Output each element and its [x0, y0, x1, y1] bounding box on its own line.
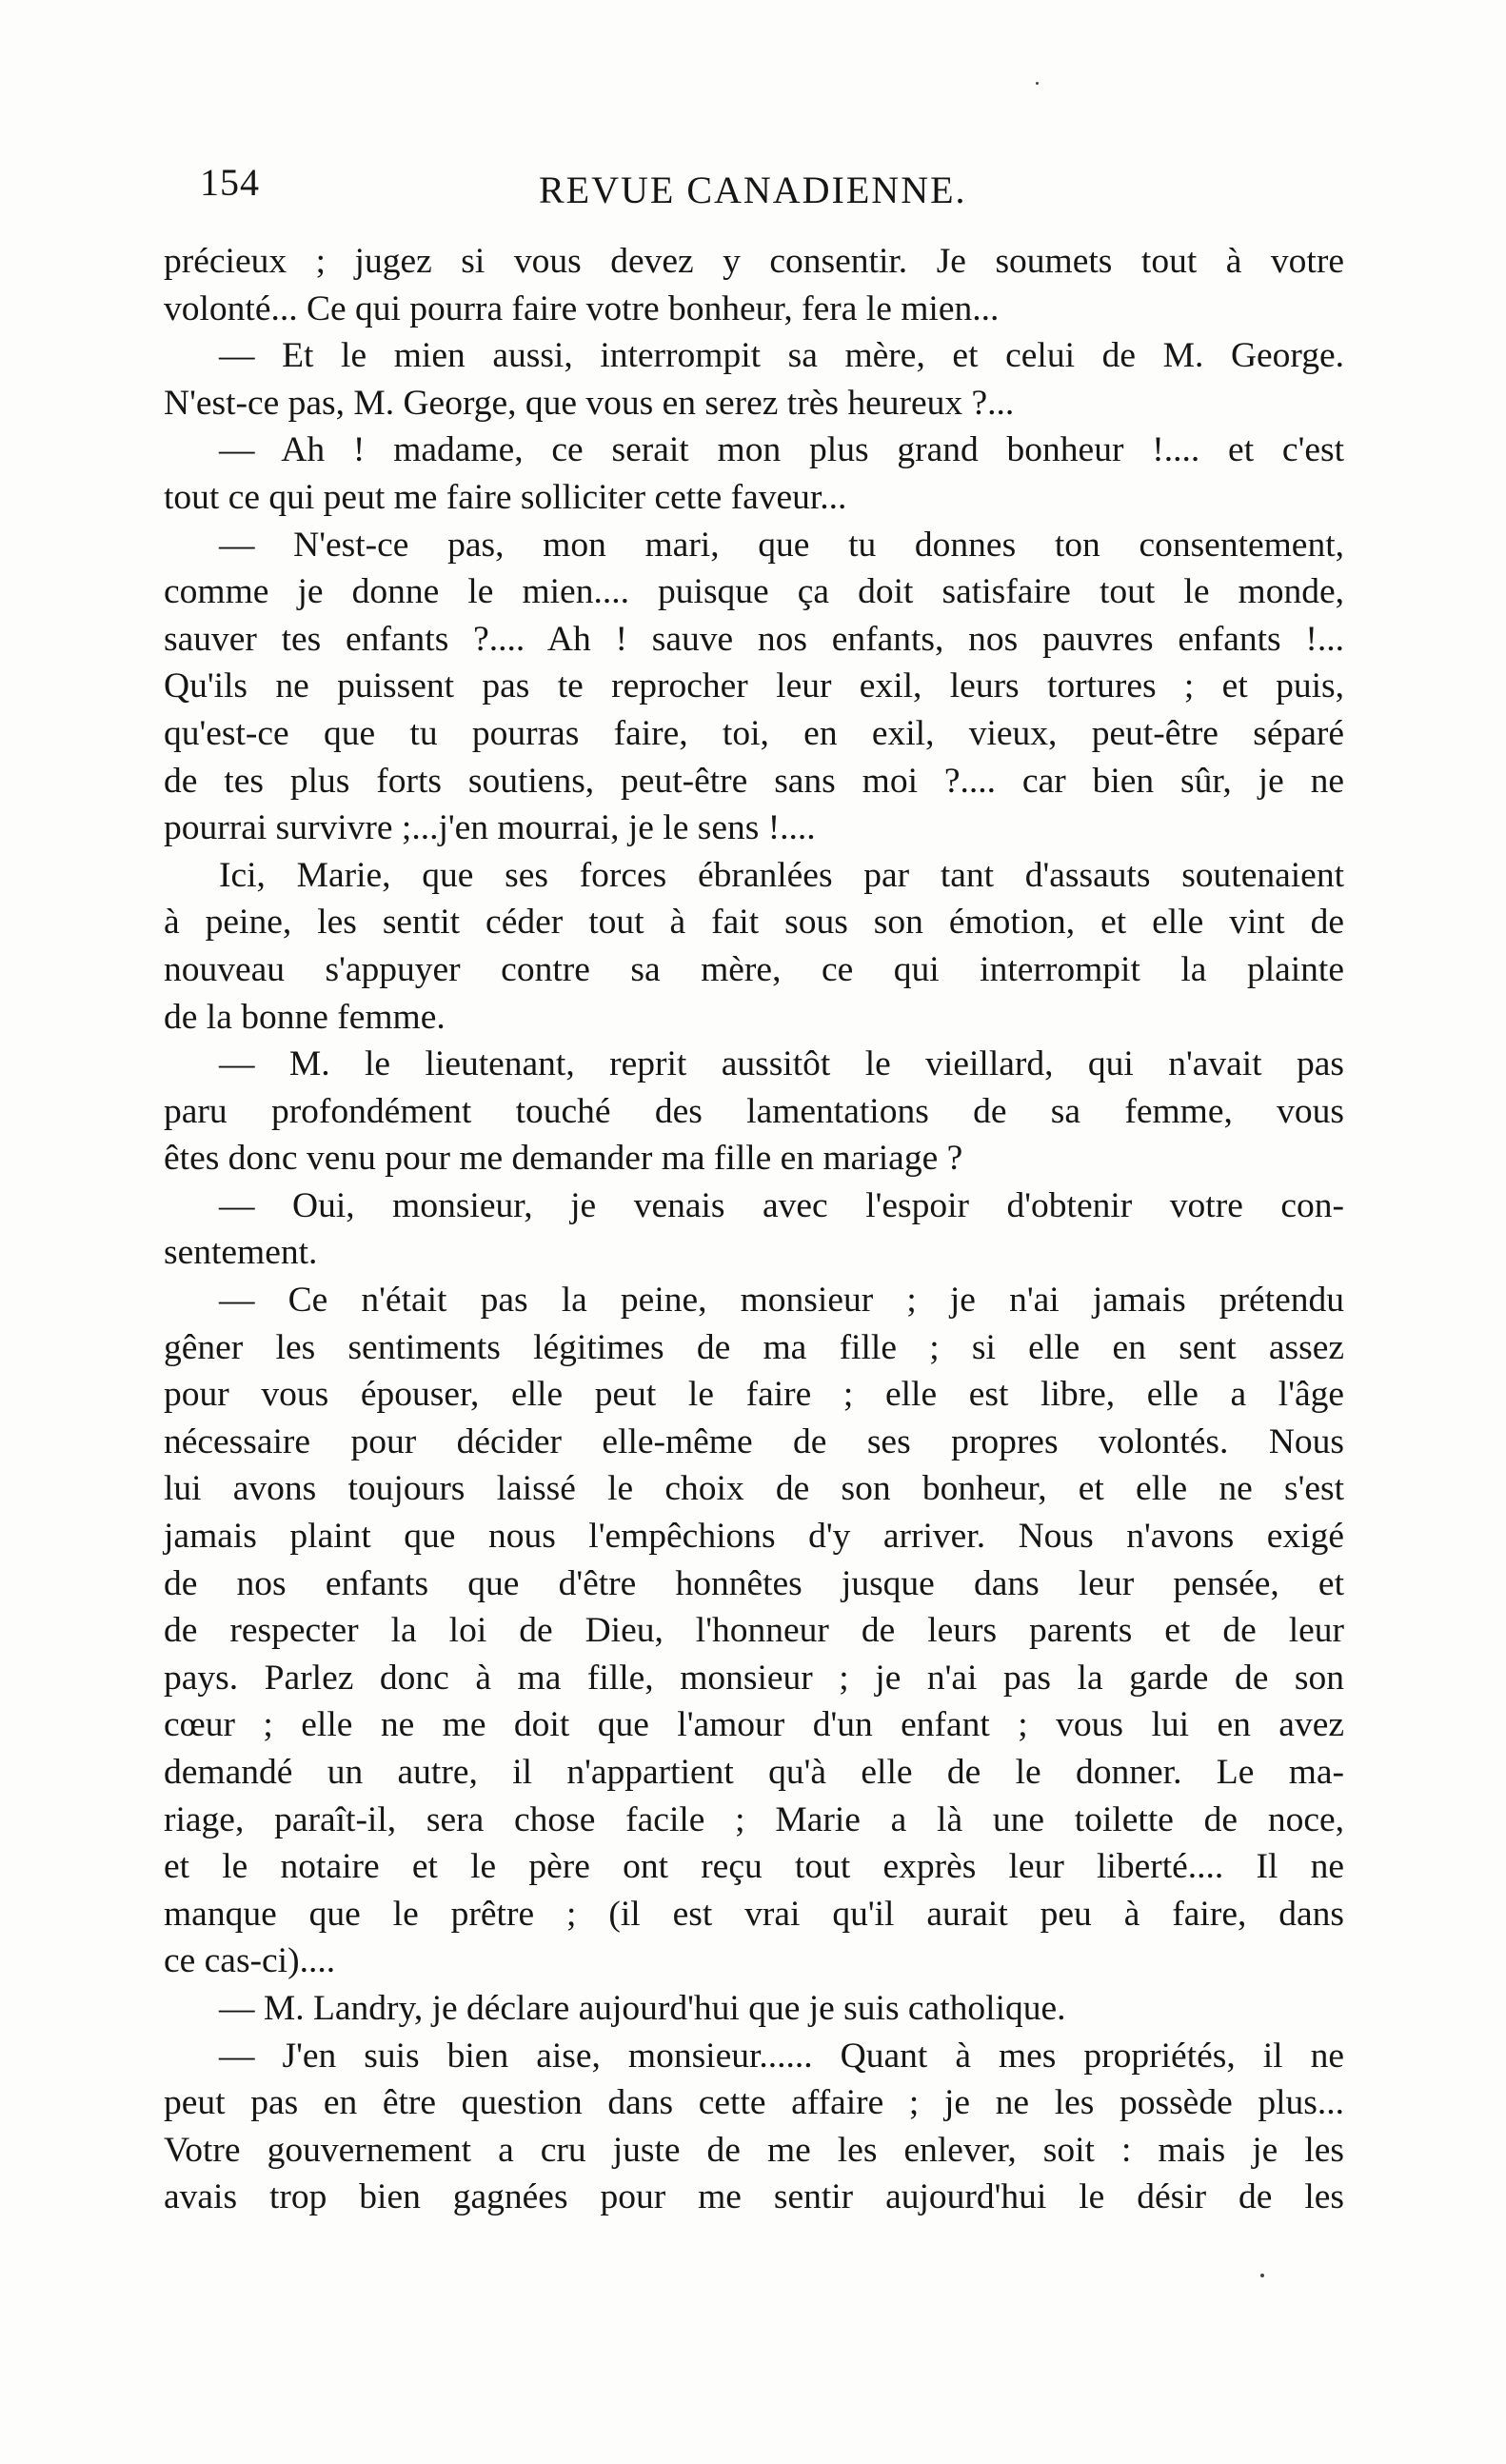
text-line: qu'est-ce que tu pourras faire, toi, en exil, vieux, peut-être séparé: [164, 713, 1344, 753]
text-line: jamais plaint que nous l'empêchions d'y arriver. Nous n'avons exigé: [164, 1517, 1344, 1557]
text-line: et le notaire et le père ont reçu tout exprès leur liberté.... Il ne: [164, 1847, 1344, 1887]
text-line: lui avons toujours laissé le choix de son bonheur, et elle ne s'est: [164, 1469, 1344, 1509]
text-line: avais trop bien gagnées pour me sentir aujourd'hui le désir de les: [164, 2177, 1344, 2217]
running-head: [200, 160, 1333, 217]
print-speck: [1260, 2274, 1264, 2277]
text-line: tout ce qui peut me faire solliciter cette faveur...: [164, 477, 847, 517]
text-line: riage, paraît-il, sera chose facile ; Marie a là une toilette de noce,: [164, 1799, 1344, 1839]
text-line: Votre gouvernement a cru juste de me les enlever, soit : mais je les: [164, 2130, 1344, 2170]
text-line: — Et le mien aussi, interrompit sa mère, et celui de M. George.: [219, 336, 1344, 376]
text-line: — Ah ! madame, ce serait mon plus grand bonheur !.... et c'est: [219, 430, 1344, 470]
text-line: de tes plus forts soutiens, peut-être sans moi ?.... car bien sûr, je ne: [164, 761, 1344, 801]
text-line: ce cas-ci)....: [164, 1941, 336, 1981]
text-line: — M. le lieutenant, reprit aussitôt le vieillard, qui n'avait pas: [219, 1044, 1344, 1084]
text-line: — M. Landry, je déclare aujourd'hui que je suis catholique.: [219, 1988, 1066, 2028]
text-line: pourrai survivre ;...j'en mourrai, je le sens !....: [164, 808, 816, 848]
page-number: 154: [200, 161, 260, 204]
text-line: volonté... Ce qui pourra faire votre bonheur, fera le mien...: [164, 288, 1000, 328]
text-line: cœur ; elle ne me doit que l'amour d'un enfant ; vous lui en avez: [164, 1705, 1344, 1745]
text-line: demandé un autre, il n'appartient qu'à elle de le donner. Le ma-: [164, 1753, 1344, 1792]
text-line: pour vous épouser, elle peut le faire ; elle est libre, elle a l'âge: [164, 1375, 1344, 1415]
body-text: [164, 238, 1344, 2221]
text-line: gêner les sentiments légitimes de ma fille ; si elle en sent assez: [164, 1327, 1344, 1367]
text-line: — Oui, monsieur, je venais avec l'espoir d'obtenir votre con-: [219, 1185, 1344, 1225]
text-line: de nos enfants que d'être honnêtes jusque dans leur pensée, et: [164, 1563, 1344, 1603]
text-line: comme je donne le mien.... puisque ça doit satisfaire tout le monde,: [164, 572, 1344, 612]
text-line: — J'en suis bien aise, monsieur...... Quant à mes propriétés, il ne: [219, 2036, 1344, 2076]
text-line: à peine, les sentit céder tout à fait sous son émotion, et elle vint de: [164, 903, 1344, 943]
text-line: de respecter la loi de Dieu, l'honneur de leurs parents et de leur: [164, 1611, 1344, 1651]
text-line: sentement.: [164, 1233, 318, 1273]
text-line: Qu'ils ne puissent pas te reprocher leur exil, leurs tortures ; et puis,: [164, 666, 1344, 706]
text-line: manque que le prêtre ; (il est vrai qu'il aurait peu à faire, dans: [164, 1894, 1344, 1934]
text-line: — Ce n'était pas la peine, monsieur ; je n'ai jamais prétendu: [219, 1281, 1344, 1321]
text-line: pays. Parlez donc à ma fille, monsieur ; je n'ai pas la garde de son: [164, 1658, 1344, 1698]
text-line: Ici, Marie, que ses forces ébranlées par tant d'assauts soutenaient: [219, 855, 1344, 895]
journal-title: REVUE CANADIENNE.: [539, 169, 967, 211]
text-line: êtes donc venu pour me demander ma fille en mariage ?: [164, 1139, 963, 1179]
text-line: — N'est-ce pas, mon mari, que tu donnes ton consentement,: [219, 525, 1344, 565]
text-line: de la bonne femme.: [164, 997, 446, 1037]
text-line: nouveau s'appuyer contre sa mère, ce qui interrompit la plainte: [164, 949, 1344, 989]
print-speck: [1036, 82, 1039, 85]
text-line: sauver tes enfants ?.... Ah ! sauve nos enfants, nos pauvres enfants !...: [164, 619, 1344, 659]
text-line: précieux ; jugez si vous devez y consentir. Je soumets tout à votre: [164, 242, 1344, 281]
text-line: paru profondément touché des lamentations de sa femme, vous: [164, 1091, 1344, 1131]
text-line: N'est-ce pas, M. George, que vous en serez très heureux ?...: [164, 383, 1015, 423]
text-line: peut pas en être question dans cette affaire ; je ne les possède plus...: [164, 2083, 1344, 2123]
text-line: nécessaire pour décider elle-même de ses propres volontés. Nous: [164, 1421, 1344, 1461]
